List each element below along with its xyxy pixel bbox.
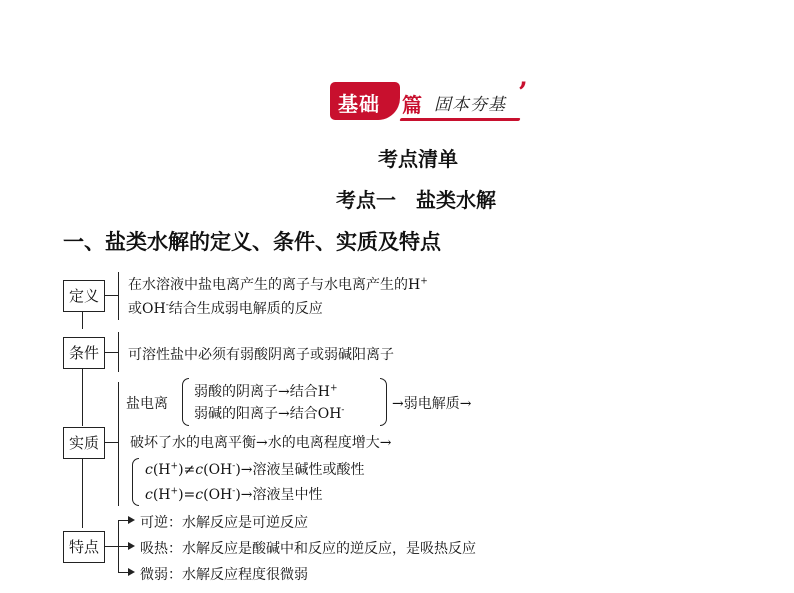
spine-line [82,311,83,329]
connector [104,295,118,296]
arrow-icon [128,516,135,524]
curly-brace [182,378,189,426]
label-essence: 实质 [63,427,105,459]
section-banner [330,76,530,122]
arrow-icon [128,542,135,550]
bracket-line [118,382,119,506]
weak-electrolyte-result: →弱电解质→ [392,396,472,412]
break-balance-text: 破坏了水的电离平衡→水的电离程度增大→ [130,435,392,451]
bracket-line [118,332,119,372]
banner-tag: 基础 [330,82,400,120]
arrow-icon [128,568,135,576]
banner-underline [399,118,520,121]
condition-text: 可溶性盐中必须有弱酸阴离子或弱碱阳离子 [128,347,394,363]
curly-brace [132,458,139,506]
spine-line [82,458,83,528]
spine-line [82,367,83,426]
case-unequal-text: c(H+)≠c(OH-)→溶液呈碱性或酸性 [145,461,365,478]
feature-weak: 微弱：水解反应程度很微弱 [140,567,308,583]
curly-brace-right [380,378,387,426]
arrow-line [118,572,128,573]
heading-section: 一、盐类水解的定义、条件、实质及特点 [63,229,441,254]
bracket-line [118,272,119,320]
heading-list: 考点清单 [378,147,458,171]
feature-endothermic: 吸热：水解反应是酸碱中和反应的逆反应，是吸热反应 [140,541,476,557]
label-definition: 定义 [63,280,105,312]
weak-base-text: 弱碱的阳离子→结合OH- [194,405,345,422]
arrow-line [118,520,128,521]
banner-pian: 篇 [402,93,422,117]
connector [104,442,118,443]
connector [104,546,118,547]
feature-reversible: 可逆：水解反应是可逆反应 [140,515,308,531]
definition-line1: 在水溶液中盐电离产生的离子与水电离产生的H+ [128,276,428,293]
label-condition: 条件 [63,337,105,369]
connector [104,352,118,353]
arrow-line [118,546,128,547]
definition-line2: 或OH-结合生成弱电解质的反应 [128,300,323,317]
weak-acid-text: 弱酸的阴离子→结合H+ [194,383,338,400]
heading-point: 考点一 盐类水解 [336,188,496,212]
banner-comma-mark: ’ [518,76,528,109]
label-features: 特点 [63,531,105,563]
banner-slogan: 固本夯基 [434,95,506,115]
salt-ionize-label: 盐电离 [126,396,168,412]
case-equal-text: c(H+)=c(OH-)→溶液呈中性 [145,486,323,503]
